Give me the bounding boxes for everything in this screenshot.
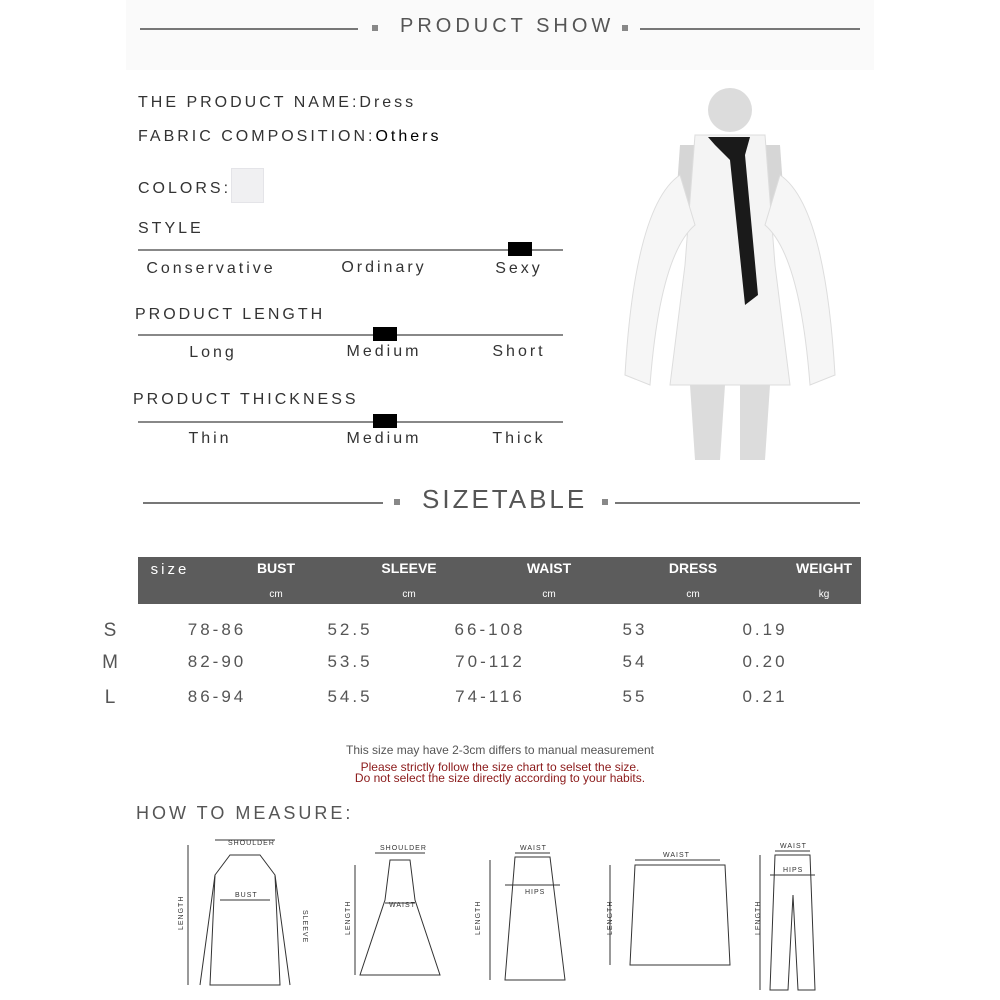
colors-label: COLORS:	[138, 180, 232, 197]
svg-text:SLEEVE: SLEEVE	[301, 910, 308, 944]
size-label: S	[103, 620, 117, 641]
measure-diagrams	[170, 835, 870, 995]
divider	[640, 28, 860, 30]
thickness-scale	[138, 421, 563, 423]
size-note: This size may have 2-3cm differs to manual measurement	[346, 743, 654, 757]
bullet	[394, 499, 400, 505]
table-cell: 70-112	[455, 652, 525, 671]
svg-text:BUST: BUST	[235, 892, 258, 899]
col-weight: WEIGHT	[796, 560, 852, 576]
length-title: PRODUCT LENGTH	[135, 306, 326, 323]
scale-option: Ordinary	[341, 259, 427, 276]
table-cell: 86-94	[187, 687, 247, 706]
scale-option: Thick	[492, 430, 546, 447]
table-cell: 53.5	[327, 652, 373, 671]
table-cell: 0.19	[742, 620, 788, 639]
dress-diagram	[355, 853, 440, 975]
table-cell: 54.5	[327, 687, 373, 706]
fabric-composition: FABRIC COMPOSITION:Others	[138, 128, 442, 145]
style-title: STYLE	[138, 220, 204, 237]
scale-option: Short	[492, 343, 546, 360]
table-cell: 0.21	[742, 687, 788, 706]
svg-text:LENGTH: LENGTH	[475, 900, 482, 935]
skirt-diagram	[490, 853, 565, 980]
product-name: THE PRODUCT NAME:Dress	[138, 94, 417, 111]
svg-text:SHOULDER: SHOULDER	[228, 840, 275, 847]
table-cell: 0.20	[742, 652, 788, 671]
size-label: M	[102, 652, 118, 673]
how-to-measure-title: HOW TO MEASURE:	[136, 803, 354, 823]
scale-option: Medium	[346, 430, 422, 447]
section-title: PRODUCT SHOW	[400, 15, 615, 37]
svg-text:HIPS: HIPS	[525, 889, 546, 896]
col-sleeve: SLEEVE	[381, 560, 437, 576]
size-table-header: size BUST SLEEVE WAIST DRESS WEIGHT cm cm cm cm kg	[138, 557, 861, 604]
svg-text:WAIST: WAIST	[780, 843, 807, 850]
scale-option: Thin	[188, 430, 232, 447]
style-scale	[138, 249, 563, 251]
divider	[143, 502, 383, 504]
divider	[140, 28, 358, 30]
table-cell: 82-90	[187, 652, 247, 671]
scale-option: Long	[189, 344, 237, 361]
style-marker	[508, 242, 532, 256]
scale-option: Conservative	[146, 260, 276, 277]
svg-text:WAIST: WAIST	[520, 845, 547, 852]
shorts-diagram	[610, 860, 730, 965]
scale-option: Sexy	[495, 260, 543, 277]
size-warning: Please strictly follow the size chart to selset the size.	[360, 760, 640, 774]
table-cell: 52.5	[327, 620, 373, 639]
table-cell: 66-108	[454, 620, 526, 639]
svg-text:WAIST: WAIST	[663, 852, 690, 859]
table-cell: 55	[622, 687, 648, 706]
svg-text:LENGTH: LENGTH	[178, 895, 185, 930]
length-scale	[138, 334, 563, 336]
table-cell: 78-86	[187, 620, 247, 639]
scale-option: Medium	[346, 343, 422, 360]
bullet	[372, 25, 378, 31]
jacket-diagram	[188, 840, 290, 985]
svg-text:HIPS: HIPS	[783, 867, 804, 874]
bullet	[602, 499, 608, 505]
svg-text:WAIST: WAIST	[389, 902, 416, 909]
thickness-marker	[373, 414, 397, 428]
col-bust: BUST	[256, 560, 296, 576]
table-cell: 74-116	[455, 687, 525, 706]
svg-text:LENGTH: LENGTH	[607, 900, 614, 935]
table-cell: 54	[622, 652, 648, 671]
length-marker	[373, 327, 397, 341]
divider	[615, 502, 860, 504]
col-waist: WAIST	[526, 560, 572, 576]
table-cell: 53	[622, 620, 648, 639]
bullet	[622, 25, 628, 31]
product-image	[600, 85, 860, 470]
size-label: L	[104, 687, 116, 708]
svg-text:LENGTH: LENGTH	[755, 900, 762, 935]
svg-text:SHOULDER: SHOULDER	[380, 845, 427, 852]
sizetable-title: SIZETABLE	[422, 484, 588, 514]
color-swatch-white[interactable]	[231, 168, 264, 203]
svg-text:LENGTH: LENGTH	[345, 900, 352, 935]
size-warning: Do not select the size directly according to your habits.	[354, 771, 646, 785]
thickness-title: PRODUCT THICKNESS	[133, 391, 359, 408]
col-dress: DRESS	[668, 560, 718, 576]
